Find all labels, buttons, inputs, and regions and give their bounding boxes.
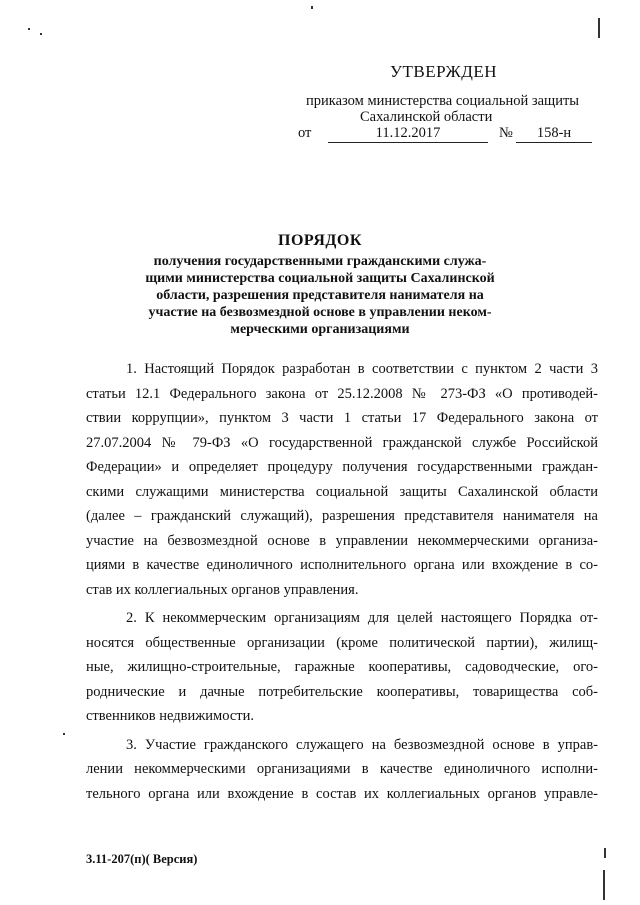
paragraph-line: 1. Настоящий Порядок разработан в соответствии с пунктом 2 части 3 [126, 361, 598, 377]
subtitle-line: мерческими организациями [230, 322, 410, 337]
approval-title: УТВЕРЖДЕН [390, 62, 497, 81]
paragraph-line: скими служащими министерства социальной защиты Сахалинской области [86, 483, 598, 500]
scan-mark-top-right [598, 18, 600, 38]
paragraph-line: ствии коррупции», пунктом 3 части 1 статьи 17 Федерального закона от [86, 410, 598, 426]
subtitle-line: получения государственными гражданскими служа- [153, 254, 487, 269]
paragraph-line: 3. Участие гражданского служащего на безвозмездной основе в управ- [126, 736, 598, 753]
subtitle-line: участие на безвозмездной основе в управлении неком- [148, 305, 492, 320]
paragraph-line: 2. К некоммерческим организациям для целей настоящего Порядка от- [126, 610, 598, 626]
paragraph-line: участие на безвозмездной основе в управлении некоммерческими организа- [86, 532, 598, 549]
paragraph-line: ные, жилищно-строительные, гаражные кооперативы, садоводческие, ого- [86, 659, 598, 675]
document-subtitle [0, 253, 640, 338]
approval-line-1: приказом министерства социальной защиты [306, 93, 580, 109]
paragraph-line: лении некоммерческими организациями в качестве единоличного исполни- [86, 761, 598, 777]
paragraph-line: став их коллегиальных органов управления. [86, 581, 359, 598]
subtitle-line: области, разрешения представителя нанимателя на [156, 288, 484, 303]
subtitle-line: щими министерства социальной защиты Сахалинской [145, 271, 495, 286]
approval-date-value: 11.12.2017 [328, 125, 488, 143]
paragraph-line: 27.07.2004 № 79-ФЗ «О государственной гражданской службе Российской [86, 434, 598, 451]
scan-mark-top-center [311, 6, 313, 9]
scan-mark-top-left [28, 28, 30, 30]
paragraph-line: тельного органа или вхождение в состав их коллегиальных органов управле- [86, 785, 598, 802]
paragraph-line: статьи 12.1 Федерального закона от 25.12.2008 № 273-ФЗ «О противодей- [86, 385, 598, 402]
paragraph-line: (далее – гражданский служащий), разрешения представителя нанимателя на [86, 508, 598, 524]
paragraph-line: циями в качестве единоличного исполнительного органа или вхождение в со- [86, 557, 598, 573]
scan-mark-bottom-right-2 [603, 870, 605, 900]
approval-date-label: от [298, 125, 312, 141]
approval-line-2: Сахалинской области [360, 109, 493, 125]
scan-mark-top-left-2 [40, 33, 42, 35]
scan-mark-left-margin [63, 733, 65, 735]
paragraph-3 [86, 733, 598, 807]
approval-number-value: 158-н [516, 125, 592, 143]
paragraph-1 [86, 357, 598, 602]
paragraph-line: ственников недвижимости. [86, 708, 254, 724]
scan-mark-bottom-right-1 [604, 848, 606, 858]
paragraph-line: носятся общественные организации (кроме политической партии), жилищ- [86, 634, 598, 651]
footer-document-code: 3.11-207(п)( Версия) [86, 852, 198, 866]
approval-number-label: № [499, 125, 513, 141]
paragraph-line: Федерации» и определяет процедуру получения государственными граждан- [86, 459, 598, 475]
paragraph-2 [86, 606, 598, 729]
document-body [86, 357, 598, 806]
paragraph-line: роднические и дачные потребительские кооперативы, товарищества соб- [86, 683, 598, 700]
document-title: ПОРЯДОК [278, 232, 362, 249]
